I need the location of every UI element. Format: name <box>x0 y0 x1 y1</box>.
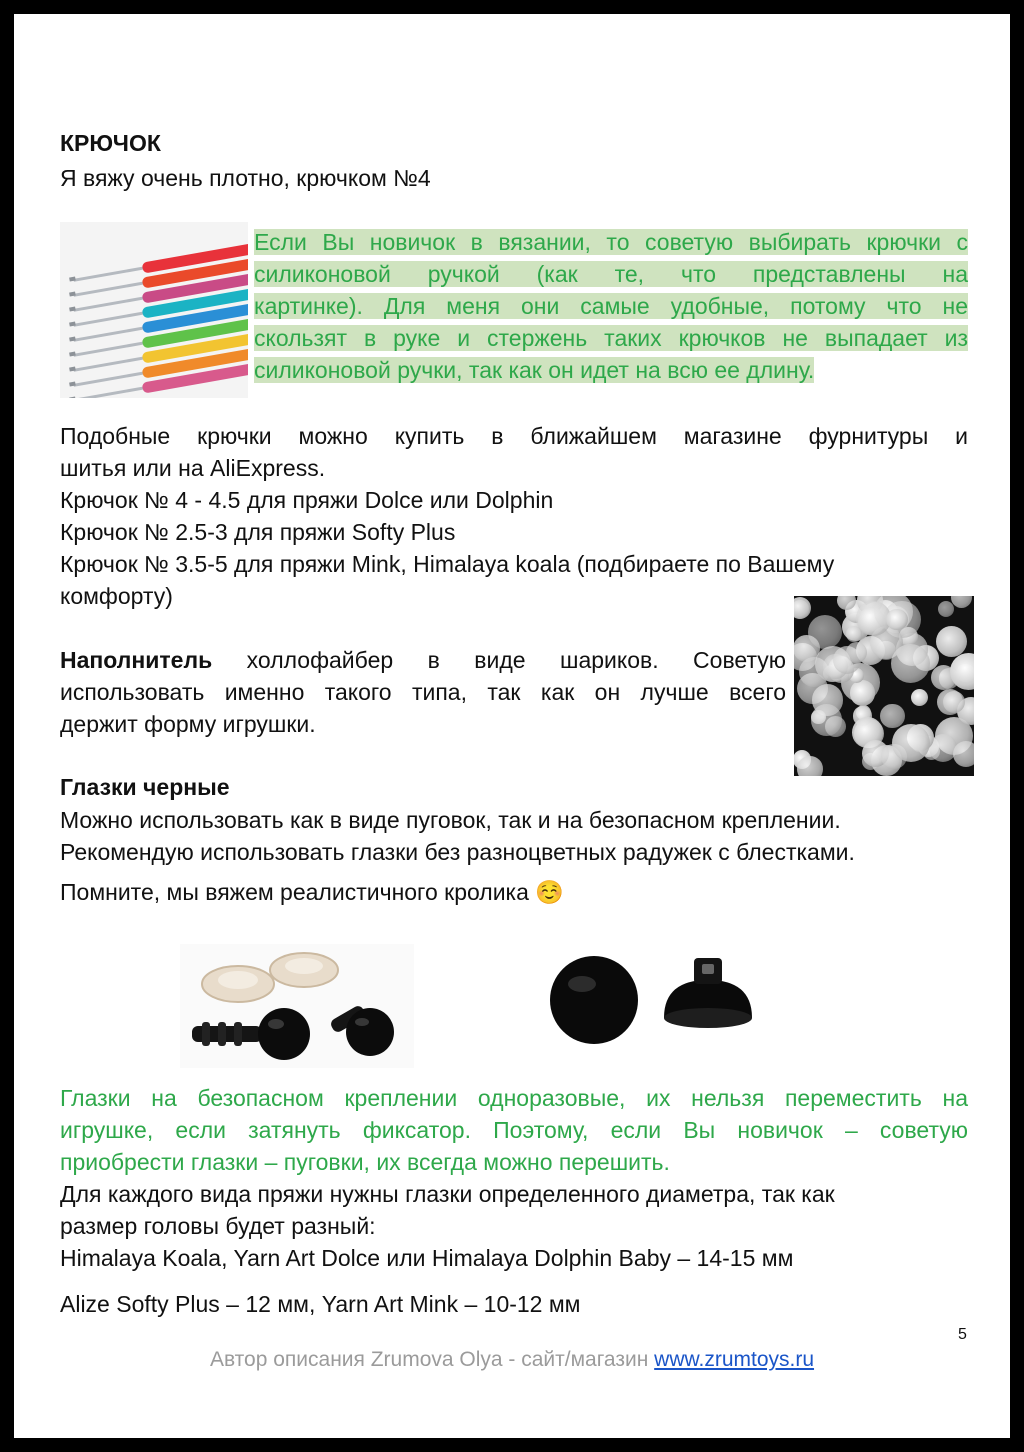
eyes-line: Можно использовать как в виде пуговок, так и на безопасном креплении. <box>60 807 841 833</box>
eyes-line: Рекомендую использовать глазки без разноцветных радужек с блестками. <box>60 839 855 865</box>
eye-dome <box>258 1008 310 1060</box>
hook-buy-block <box>60 420 968 612</box>
button-eye-front <box>550 956 638 1044</box>
eye-highlight <box>568 976 596 992</box>
hook-buy-line: шитья или на AliExpress. <box>60 455 326 481</box>
fiberfill-ball <box>951 596 972 608</box>
filler-block <box>60 644 786 740</box>
fiberfill-ball <box>811 704 842 735</box>
filler-line: Наполнитель холлофайбер в виде шариков. Советую <box>60 647 786 673</box>
hook-tip-line: силиконовой ручкой (как те, что представлены на <box>254 261 968 287</box>
hook-heading: КРЮЧОК <box>60 130 161 156</box>
fiberfill-ball <box>808 615 843 650</box>
hook-tip-line: Если Вы новичок в вязании, то советую выбирать крючки с <box>254 229 968 255</box>
fiberfill-ball <box>794 597 811 620</box>
filler-line: держит форму игрушки. <box>60 711 316 737</box>
fiberfill-ball <box>943 691 965 713</box>
eyes-heading: Глазки черные <box>60 774 230 800</box>
shank-hole <box>702 964 714 974</box>
eyes-line: Помните, мы вяжем реалистичного кролика ☺️ <box>60 879 564 905</box>
washer-center <box>218 971 258 989</box>
fiberfill-ball <box>846 642 867 663</box>
eyes-warning-line: игрушке, если затянуть фиксатор. Поэтому, если Вы новичок – советую <box>60 1117 968 1143</box>
hook-tip-line: силиконовой ручки, так как он идет на всю ее длину. <box>254 357 815 383</box>
filler-heading: Наполнитель <box>60 647 213 673</box>
document-page <box>14 14 1010 1438</box>
crochet-hooks-image <box>60 222 248 398</box>
eyes-warning-line: Глазки на безопасном креплении одноразовые, их нельзя переместить на <box>60 1085 968 1111</box>
hook-size-line: Крючок № 4 - 4.5 для пряжи Dolce или Dolphin <box>60 487 554 513</box>
fiberfill-ball <box>953 741 974 767</box>
eyes-size-line: Himalaya Koala, Yarn Art Dolce или Himalaya Dolphin Baby – 14-15 мм <box>60 1245 794 1271</box>
eye-dome <box>346 1008 394 1056</box>
eye-highlight <box>268 1019 284 1029</box>
eyes-diameter-line: Для каждого вида пряжи нужны глазки определенного диаметра, так как <box>60 1181 835 1207</box>
stem-ridge <box>202 1022 210 1046</box>
hook-tip-line: картинке). Для меня они самые удобные, потому что не <box>254 293 968 319</box>
eye-highlight <box>355 1018 369 1026</box>
page-number: 5 <box>958 1326 967 1343</box>
eye-base <box>664 1008 752 1028</box>
eyes-size-line: Alize Softy Plus – 12 мм, Yarn Art Mink – 10-12 мм <box>60 1291 581 1317</box>
fiberfill-ball <box>938 601 954 617</box>
eyes-warning-block <box>60 1082 968 1242</box>
footer <box>14 1348 1010 1372</box>
safety-eyes-image <box>180 944 414 1068</box>
fiberfill-ball <box>886 609 907 630</box>
footer-text: Автор описания Zrumova Olya - сайт/магазин <box>209 1348 655 1371</box>
button-eyes-image <box>544 944 758 1054</box>
hook-intro: Я вяжу очень плотно, крючком №4 <box>60 165 431 191</box>
hook-tip-line: скользят в руке и стержень таких крючков не выпадает из <box>254 325 968 351</box>
fiberfill-image <box>794 596 974 776</box>
button-eyes-illustration <box>544 944 758 1054</box>
hook-buy-line: Подобные крючки можно купить в ближайшем магазине фурнитуры и <box>60 423 968 449</box>
stem-ridge <box>218 1022 226 1046</box>
eyes-diameter-line: размер головы будет разный: <box>60 1213 376 1239</box>
footer-site-link[interactable]: www.zrumtoys.ru <box>654 1348 815 1371</box>
fiberfill-ball <box>850 680 875 705</box>
stem-ridge <box>234 1022 242 1046</box>
eyes-warning-line: приобрести глазки – пуговки, их всегда можно перешить. <box>60 1149 670 1175</box>
safety-eyes-illustration <box>180 944 414 1068</box>
hook-tip-block <box>254 226 968 386</box>
fiberfill-ball <box>797 756 822 776</box>
fiberfill-ball <box>891 644 930 683</box>
hook-size-line: Крючок № 2.5-3 для пряжи Softy Plus <box>60 519 456 545</box>
hook-size-line: комфорту) <box>60 583 173 609</box>
crochet-hooks-illustration <box>60 222 248 398</box>
fiberfill-ball <box>911 689 928 706</box>
washer-center <box>285 958 323 974</box>
filler-line: использовать именно такого типа, так как он лучше всего <box>60 679 786 705</box>
fiberfill-ball <box>880 704 905 729</box>
hook-size-line: Крючок № 3.5-5 для пряжи Mink, Himalaya koala (подбираете по Вашему <box>60 551 835 577</box>
